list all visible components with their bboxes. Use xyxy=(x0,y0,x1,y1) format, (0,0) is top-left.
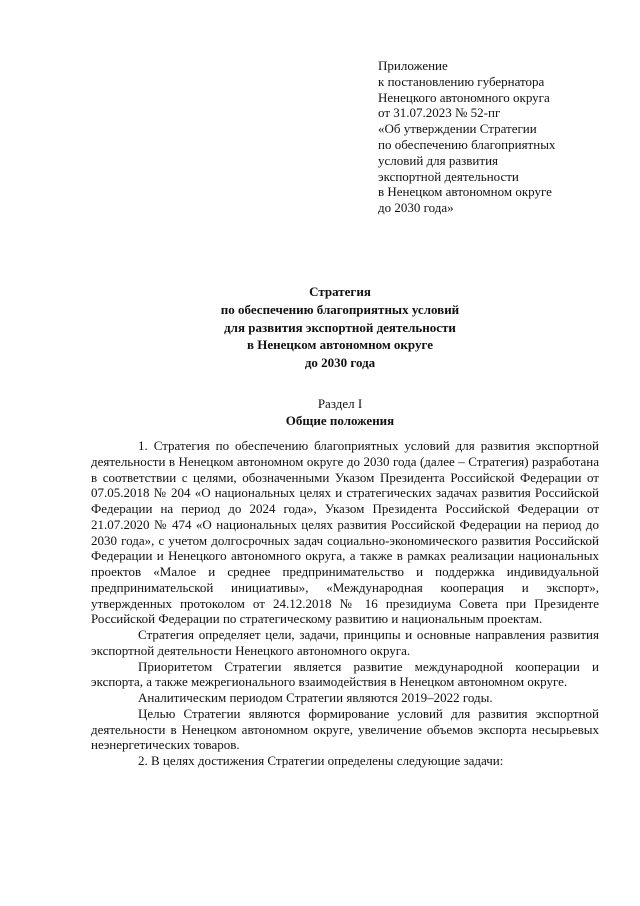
section-header xyxy=(80,395,600,429)
appendix-block xyxy=(378,58,608,216)
title-line: для развития экспортной деятельности xyxy=(224,319,456,335)
document-title xyxy=(80,283,600,372)
title-line: в Ненецком автономном округе xyxy=(247,337,433,353)
title-line: Стратегия xyxy=(309,284,371,299)
appendix-line: «Об утверждении Стратегии xyxy=(378,121,537,137)
appendix-line: Ненецкого автономного округа xyxy=(378,89,550,105)
appendix-line: по обеспечению благоприятных xyxy=(378,136,556,152)
appendix-line: в Ненецком автономном округе xyxy=(378,184,552,200)
appendix-line: к постановлению губернатора xyxy=(378,73,545,89)
paragraph: 2. В целях достижения Стратегии определены следующие задачи: xyxy=(138,753,504,768)
paragraph: 1. Стратегия по обеспечению благоприятных условий для развития экспортной деятельности в Ненецком автономном округе до 2030 года (далее – Стратегия) разработана в соответствии с целями, обозначенными Указом Президента Российской Федерации от 07.05.2018 № 204 «О национальных целях и стратегических задачах развития Российской Федерации на период до 2024 года», Указом Президента Российской Федерации от 21.07.2020 № 474 «О национальных целях развития Российской Федерации на период до 2030 года», с учетом долгосрочных задач социально-экономического развития Российской Федерации и Ненецкого автономного округа, а также в рамках реализации национальных проектов «Малое и среднее предпринимательство и поддержка индивидуальной предпринимательской инициативы», «Международная кооперация и экспорт», утвержденных протоколом от 24.12.2018 № 16 президиума Совета при Президенте Российской Федерации по стратегическому развитию и национальным проектам. xyxy=(91,438,599,627)
document-body xyxy=(91,438,599,769)
section-heading: Общие положения xyxy=(285,413,395,428)
appendix-line: условий для развития xyxy=(378,152,499,168)
section-number: Раздел I xyxy=(317,396,363,411)
appendix-line: от 31.07.2023 № 52-пг xyxy=(378,105,501,121)
appendix-line: экспортной деятельности xyxy=(378,168,519,184)
appendix-line: до 2030 года» xyxy=(378,200,454,216)
title-line: по обеспечению благоприятных условий xyxy=(220,301,460,317)
paragraph: Аналитическим периодом Стратегии являются 2019–2022 годы. xyxy=(138,690,493,705)
paragraph: Стратегия определяет цели, задачи, принципы и основные направления развития экспортной деятельности Ненецкого автономного округа. xyxy=(91,627,599,658)
paragraph: Приоритетом Стратегии является развитие международной кооперации и экспорта, а также межрегионального взаимодействия в Ненецком автономном округе. xyxy=(91,658,599,690)
appendix-line: Приложение xyxy=(378,58,448,73)
title-line: до 2030 года xyxy=(304,355,376,371)
paragraph: Целью Стратегии являются формирование условий для развития экспортной деятельности в Ненецком автономном округе, увеличение объемов экспорта несырьевых неэнергетических товаров. xyxy=(91,705,599,753)
